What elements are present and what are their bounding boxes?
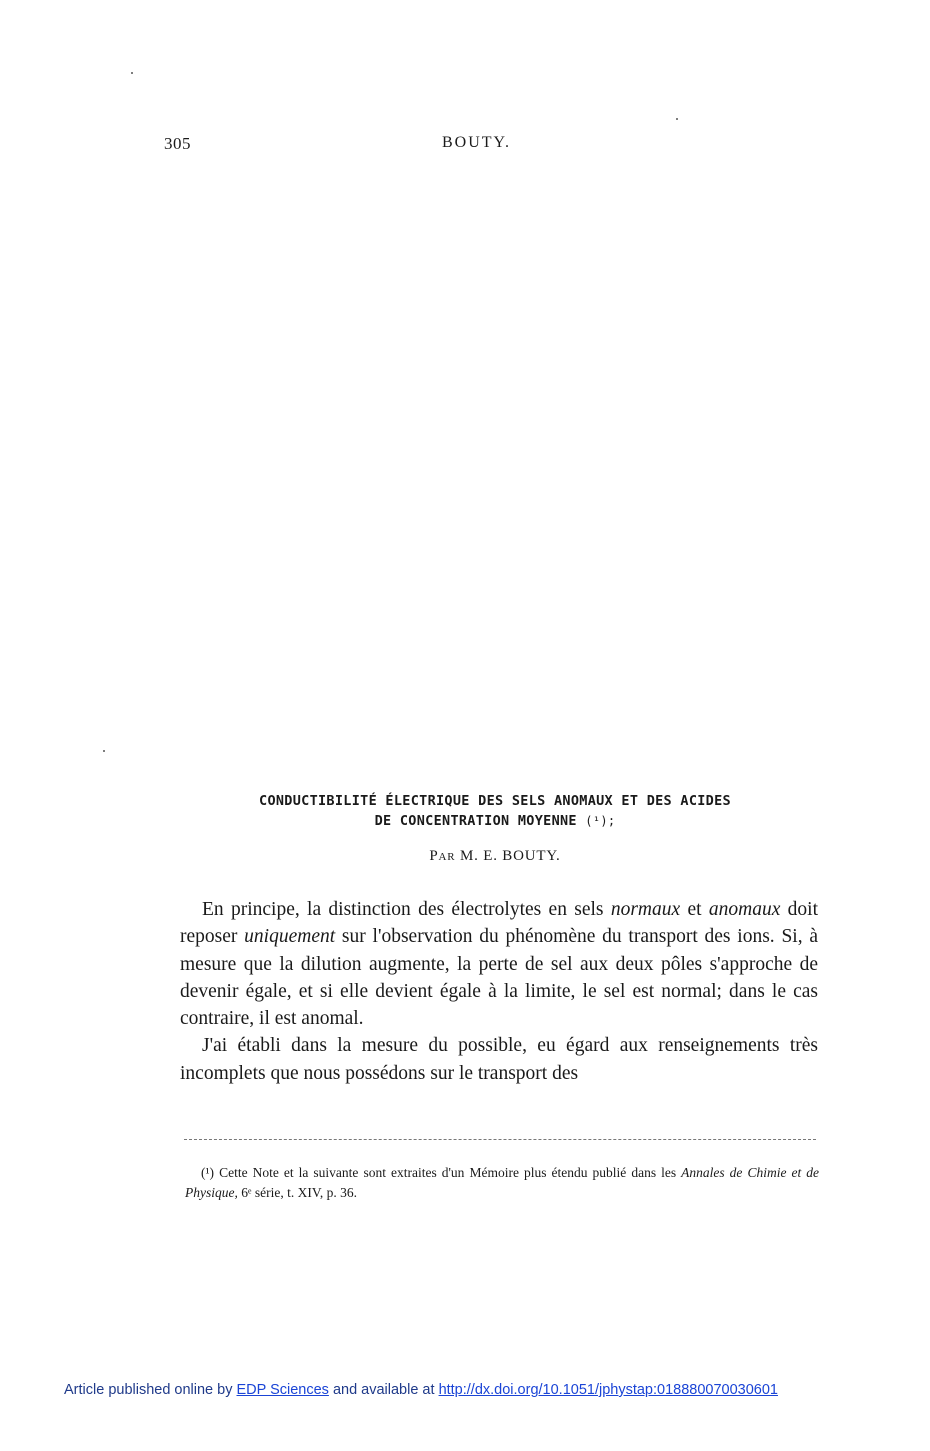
p1-italic-normaux: normaux <box>610 899 681 920</box>
page-number: 305 <box>164 134 191 153</box>
title-line-2 <box>180 811 810 831</box>
footnote-journal: Annales de Chimie et de Physique, <box>185 1165 819 1200</box>
scan-speck <box>131 72 133 74</box>
paragraph-2: J'ai établi dans la mesure du possible, eu égard aux renseignements très incomplets que nous possédons sur le transport des <box>180 1035 818 1084</box>
article-title <box>180 791 810 831</box>
byline-prefix: Par <box>429 848 456 864</box>
p1-text-a: En principe, la distinction des électrolytes en sels <box>202 899 611 920</box>
footnote-text <box>185 1163 819 1203</box>
running-head-author: BOUTY. <box>442 134 512 151</box>
doi-link[interactable]: http://dx.doi.org/10.1051/jphystap:018880070030601 <box>438 1382 778 1398</box>
credit-prefix: Article published online by <box>64 1382 237 1398</box>
title-line-2-text: DE CONCENTRATION MOYENNE <box>374 813 577 829</box>
footnote-rule <box>184 1139 816 1140</box>
credit-middle: and available at <box>328 1382 439 1398</box>
scan-speck <box>676 118 678 120</box>
p1-italic-uniquement: uniquement <box>244 926 336 948</box>
running-head <box>0 134 930 156</box>
footnote-text-b: 6ᵉ série, t. XIV, p. 36. <box>237 1185 357 1200</box>
scan-speck <box>103 750 105 752</box>
footnote <box>185 1163 819 1203</box>
paragraph-1 <box>180 896 818 1032</box>
byline <box>180 848 810 865</box>
byline-author: M. E. BOUTY. <box>460 848 561 864</box>
p1-text-d: sur l'observation du phénomène du transport des ions. Si, à mesure que la dilution augmente, la perte de sel aux deux pôles s'approche de devenir égale, et si elle devient égale à la limite, le sel est normal; dans le cas contraire, il est anomal. <box>180 926 819 1030</box>
footnote-marker: (¹) <box>201 1165 215 1180</box>
body-text <box>180 896 818 1087</box>
p1-text-c: doit reposer <box>180 899 819 948</box>
title-footnote-marker: (¹); <box>585 814 616 828</box>
publication-credit <box>64 1382 924 1398</box>
p1-italic-anomaux: anomaux <box>708 899 781 920</box>
publisher-link[interactable]: EDP Sciences <box>236 1382 329 1398</box>
footnote-text-a: Cette Note et la suivante sont extraites d'un Mémoire plus étendu publié dans les <box>214 1165 682 1180</box>
title-line-1: CONDUCTIBILITÉ ÉLECTRIQUE DES SELS ANOMAUX ET DES ACIDES <box>259 793 731 809</box>
p1-text-b: et <box>680 899 709 920</box>
